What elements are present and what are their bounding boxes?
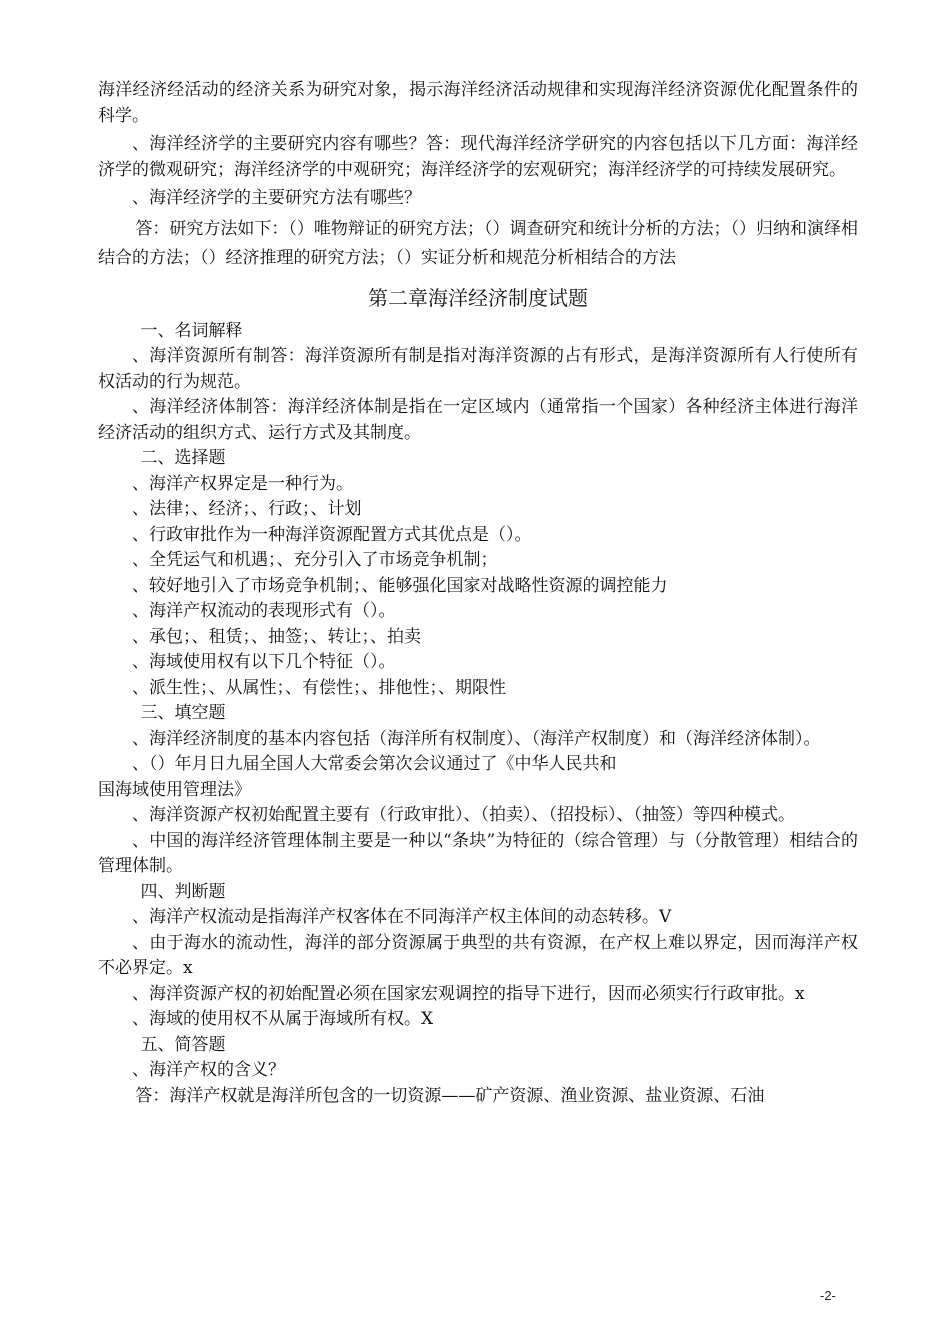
intro-paragraph-3: 、海洋经济学的主要研究方法有哪些？ bbox=[132, 188, 421, 208]
choice-item: 、较好地引入了市场竞争机制；、能够强化国家对战略性资源的调控能力 bbox=[132, 575, 668, 596]
section-heading-short-answer: 五、简答题 bbox=[140, 1034, 226, 1055]
choice-item: 、派生性；、从属性；、有偿性；、排他性；、期限性 bbox=[132, 677, 506, 698]
judge-item: 、海域的使用权不从属于海域所有权。X bbox=[132, 1009, 434, 1029]
choice-item: 、承包；、租赁；、抽签；、转让；、拍卖 bbox=[132, 626, 421, 647]
fill-item: 、海洋资源产权初始配置主要有（行政审批）、（拍卖）、（招投标）、（抽签）等四种模式。 bbox=[132, 805, 795, 825]
choice-item: 、法律；、经济；、行政；、计划 bbox=[132, 499, 362, 519]
intro-paragraph-4: 答：研究方法如下：（）唯物辩证的研究方法；（）调查研究和统计分析的方法；（）归纳和演绎相结合的方法；（）经济推理的研究方法；（）实证分析和规范分析相结合的方法 bbox=[98, 218, 858, 268]
fill-item: 、（）年月日九届全国人大常委会第次会议通过了《中华人民共和 bbox=[132, 754, 617, 774]
section-heading-fill: 三、填空题 bbox=[140, 703, 226, 723]
intro-paragraph-2: 、海洋经济学的主要研究内容有哪些？答：现代海洋经济学研究的内容包括以下几方面：海洋经济学的微观研究；海洋经济学的中观研究；海洋经济学的宏观研究；海洋经济学的可持续发展研究。 bbox=[98, 134, 858, 180]
document-page bbox=[98, 78, 858, 1109]
choice-item: 、全凭运气和机遇；、充分引入了市场竞争机制； bbox=[132, 550, 498, 570]
terms-item-1: 、海洋资源所有制答：海洋资源所有制是指对海洋资源的占有形式，是海洋资源所有人行使所有权活动的行为规范。 bbox=[98, 346, 858, 392]
judge-item: 、海洋资源产权的初始配置必须在国家宏观调控的指导下进行，因而必须实行行政审批。x bbox=[132, 983, 805, 1004]
page-number: -2- bbox=[820, 1288, 836, 1303]
choice-item: 、行政审批作为一种海洋资源配置方式其优点是（）。 bbox=[132, 524, 532, 545]
choice-item: 、海洋产权界定是一种行为。 bbox=[132, 473, 353, 494]
fill-item-continuation: 国海域使用管理法》 bbox=[98, 779, 251, 800]
judge-item: 、由于海水的流动性，海洋的部分资源属于典型的共有资源，在产权上难以界定，因而海洋产权不必界定。x bbox=[98, 932, 858, 978]
section-heading-judge: 四、判断题 bbox=[140, 881, 226, 902]
choice-item: 、海域使用权有以下几个特征（）。 bbox=[132, 652, 396, 672]
terms-item-2: 、海洋经济体制答：海洋经济体制是指在一定区域内（通常指一个国家）各种经济主体进行海洋经济活动的组织方式、运行方式及其制度。 bbox=[98, 397, 858, 443]
section-heading-terms: 一、名词解释 bbox=[140, 320, 243, 341]
intro-paragraph-1: 海洋经济经活动的经济关系为研究对象，揭示海洋经济活动规律和实现海洋经济资源优化配置条件的科学。 bbox=[98, 80, 858, 126]
fill-item: 、海洋经济制度的基本内容包括（海洋所有权制度）、（海洋产权制度）和（海洋经济体制）。 bbox=[132, 728, 821, 749]
choice-item: 、海洋产权流动的表现形式有（）。 bbox=[132, 601, 396, 621]
judge-item: 、海洋产权流动是指海洋产权客体在不同海洋产权主体间的动态转移。V bbox=[132, 907, 672, 927]
fill-item: 、中国的海洋经济管理体制主要是一种以“条块”为特征的（综合管理）与（分散管理）相结合的管理体制。 bbox=[98, 830, 858, 876]
short-answer-question: 、海洋产权的含义？ bbox=[132, 1060, 285, 1080]
chapter-title: 第二章海洋经济制度试题 bbox=[368, 285, 588, 310]
section-heading-choice: 二、选择题 bbox=[140, 448, 226, 468]
short-answer-answer: 答：海洋产权就是海洋所包含的一切资源——矿产资源、渔业资源、盐业资源、石油 bbox=[135, 1085, 765, 1106]
